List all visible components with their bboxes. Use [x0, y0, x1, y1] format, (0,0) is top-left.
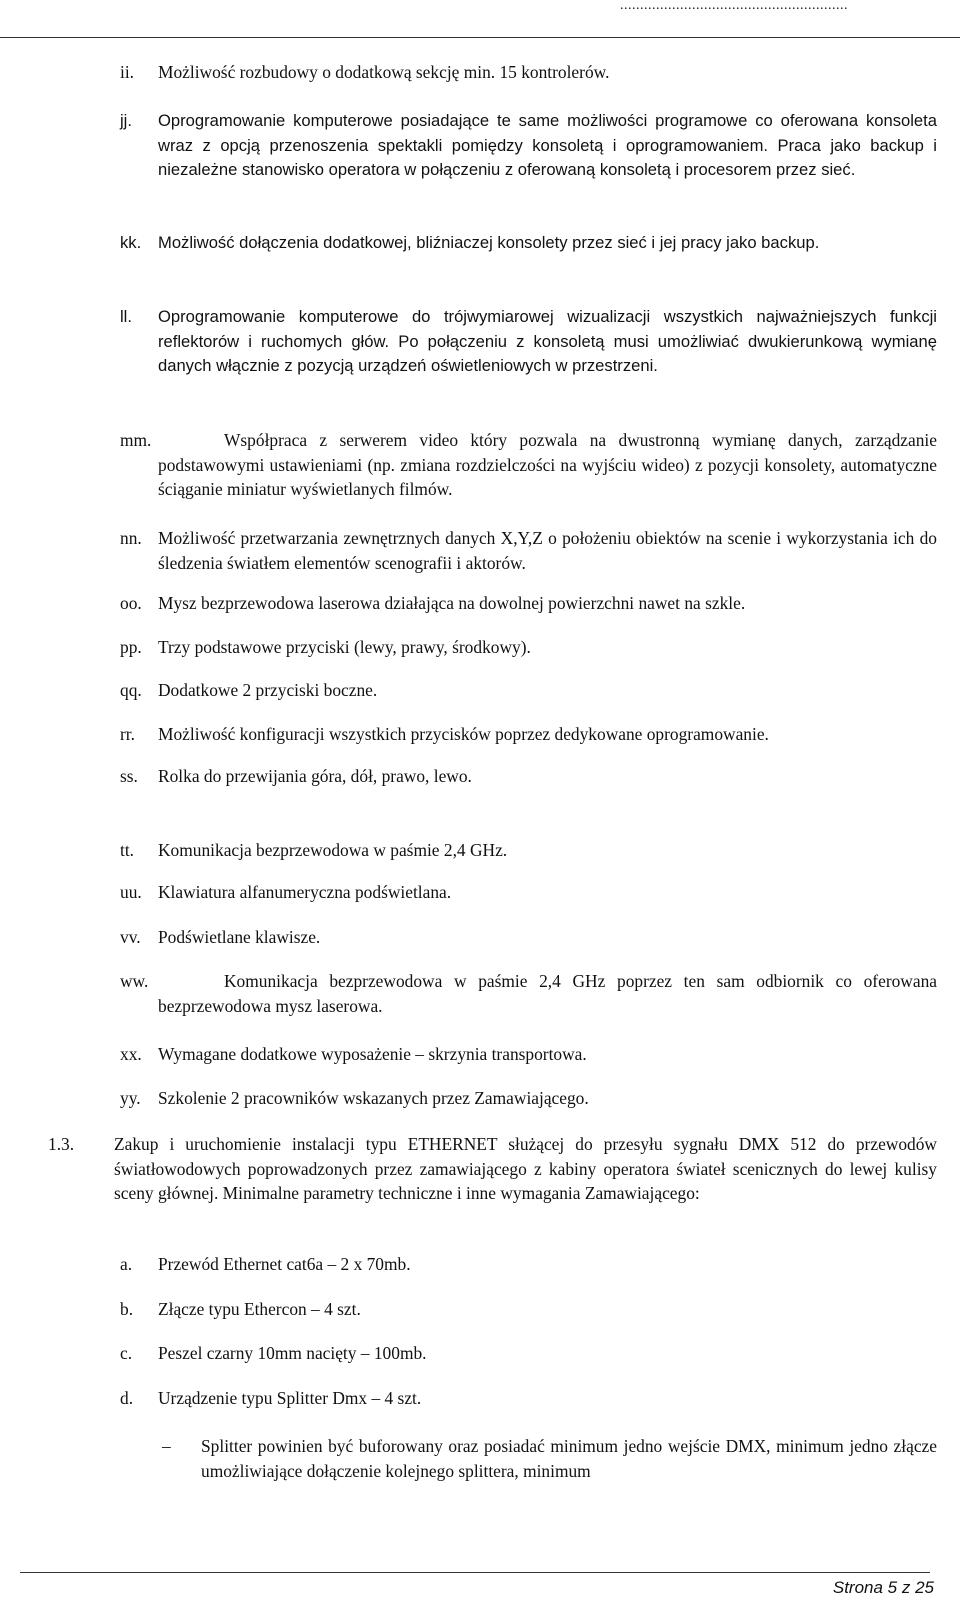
item-label: xx.	[120, 1044, 142, 1064]
bullet-marker: –	[162, 1436, 171, 1456]
item-text: Możliwość przetwarzania zewnętrznych danych X,Y,Z o położeniu obiektów na scenie i wykorzystania ich do śledzenia światłem elementów scenografii i aktorów.	[158, 528, 937, 573]
item-text: Komunikacja bezprzewodowa w paśmie 2,4 GHz poprzez ten sam odbiornik co oferowana bezprzewodowa mysz laserowa.	[158, 971, 937, 1016]
item-label: nn.	[120, 528, 142, 548]
section-text: Zakup i uruchomienie instalacji typu ETHERNET służącej do przesyłu sygnału DMX 512 do przewodów światłowodowych poprowadzonych przez zamawiającego z kabiny operatora świateł scenicznych do lewej kulisy sceny głównej. Minimalne parametry techniczne i inne wymagania Zamawiającego:	[114, 1134, 937, 1203]
footer-rule	[20, 1572, 930, 1573]
item-label: qq.	[120, 680, 142, 700]
bullet-text: Splitter powinien być buforowany oraz posiadać minimum jedno wejście DMX, minimum jedno złącze umożliwiające dołączenie kolejnego splittera, minimum	[201, 1436, 937, 1481]
item-label: c.	[120, 1343, 133, 1363]
item-label: uu.	[120, 882, 142, 902]
item-text: Trzy podstawowe przyciski (lewy, prawy, środkowy).	[158, 637, 531, 657]
item-text: Urządzenie typu Splitter Dmx – 4 szt.	[158, 1388, 422, 1408]
item-label: oo.	[120, 593, 142, 613]
item-text: Klawiatura alfanumeryczna podświetlana.	[158, 882, 452, 902]
item-label: ss.	[120, 766, 138, 786]
item-label: b.	[120, 1299, 134, 1319]
item-label: mm.	[120, 430, 152, 450]
header-rule	[0, 37, 960, 38]
item-text: Przewód Ethernet cat6a – 2 x 70mb.	[158, 1254, 411, 1274]
item-text: Mysz bezprzewodowa laserowa działająca na dowolnej powierzchni nawet na szkle.	[158, 593, 746, 613]
item-label: d.	[120, 1388, 134, 1408]
item-label: jj.	[120, 111, 132, 130]
item-text: Wymagane dodatkowe wyposażenie – skrzynia transportowa.	[158, 1044, 587, 1064]
header-dots: .........................................................	[620, 0, 848, 13]
item-label: rr.	[120, 724, 135, 744]
item-label: pp.	[120, 637, 142, 657]
item-text: Podświetlane klawisze.	[158, 927, 321, 947]
page-number: Strona 5 z 25	[832, 1578, 934, 1597]
item-text: Komunikacja bezprzewodowa w paśmie 2,4 GHz.	[158, 840, 508, 860]
item-text: Współpraca z serwerem video który pozwala na dwustronną wymianę danych, zarządzanie podstawowymi ustawieniami (np. zmiana rozdzielczości na wyjściu wideo) z pozycji konsolety, automatyczne ściąganie miniatur wyświetlanych filmów.	[158, 430, 937, 499]
item-text: Złącze typu Ethercon – 4 szt.	[158, 1299, 361, 1319]
item-label: vv.	[120, 927, 141, 947]
item-text: Peszel czarny 10mm nacięty – 100mb.	[158, 1343, 427, 1363]
item-text: Oprogramowanie komputerowe do trójwymiarowej wizualizacji wszystkich najważniejszych funkcji reflektorów i ruchomych głów. Po połączeniu z konsoletą musi umożliwiać dwukierunkową wymianę danych włącznie z pozycją urządzeń oświetleniowych w przestrzeni.	[158, 307, 937, 375]
item-text: Oprogramowanie komputerowe posiadające te same możliwości programowe co oferowana konsoleta wraz z opcją przenoszenia spektakli pomiędzy konsoletą i oprogramowaniem. Praca jako backup i niezależne stanowisko operatora w połączeniu z oferowaną konsoletą i procesorem przez sieć.	[158, 111, 937, 179]
item-text: Możliwość rozbudowy o dodatkową sekcję min. 15 kontrolerów.	[158, 62, 610, 82]
item-label: kk.	[120, 233, 142, 252]
item-text: Dodatkowe 2 przyciski boczne.	[158, 680, 378, 700]
item-text: Rolka do przewijania góra, dół, prawo, lewo.	[158, 766, 472, 786]
item-label: ww.	[120, 971, 149, 991]
item-label: ii.	[120, 62, 135, 82]
item-label: tt.	[120, 840, 135, 860]
item-label: yy.	[120, 1088, 141, 1108]
section-number: 1.3.	[48, 1134, 75, 1154]
item-label: a.	[120, 1254, 133, 1274]
item-text: Możliwość dołączenia dodatkowej, bliźniaczej konsolety przez sieć i jej pracy jako backup.	[158, 233, 820, 252]
item-label: ll.	[120, 307, 132, 326]
item-text: Szkolenie 2 pracowników wskazanych przez Zamawiającego.	[158, 1088, 589, 1108]
item-text: Możliwość konfiguracji wszystkich przycisków poprzez dedykowane oprogramowanie.	[158, 724, 769, 744]
